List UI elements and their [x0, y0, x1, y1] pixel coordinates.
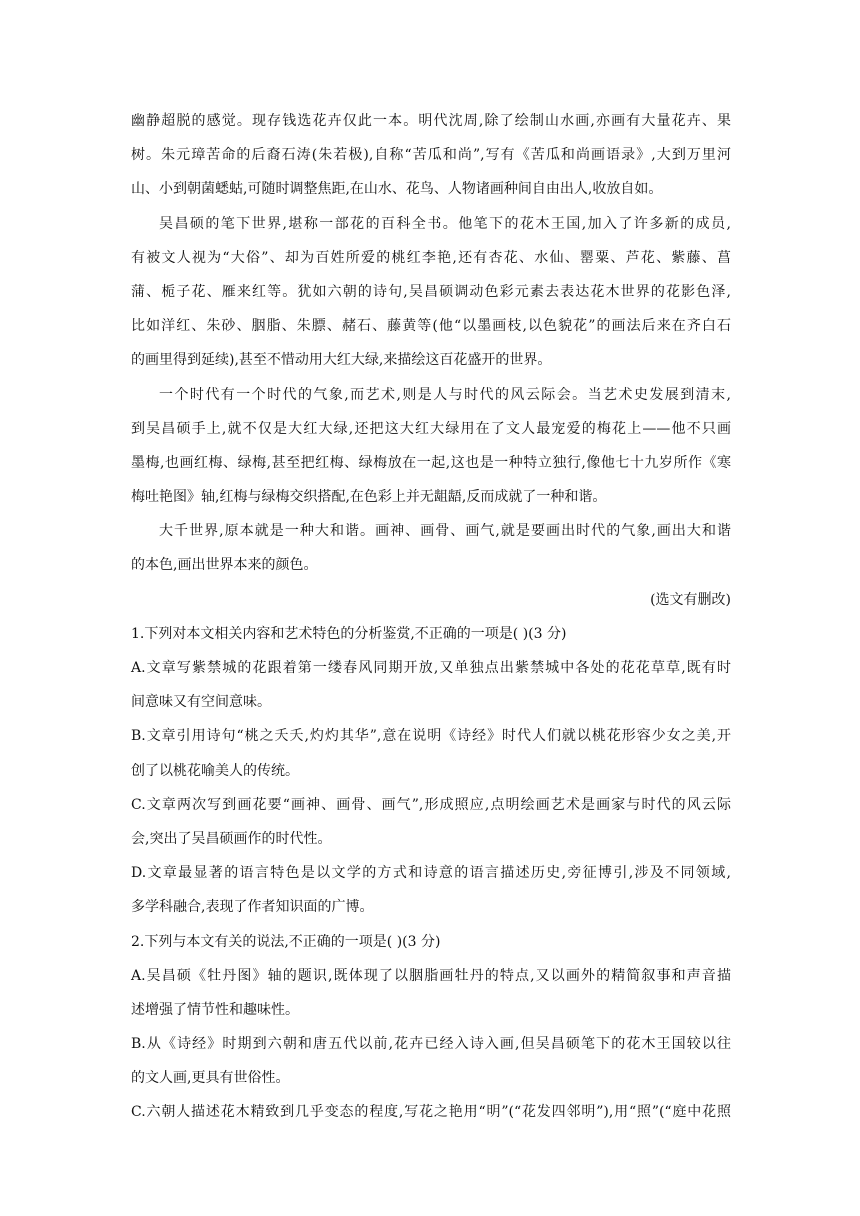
text-line: D.文章最显著的语言特色是以文学的方式和诗意的语言描述历史,旁征博引,涉及不同领域, — [131, 865, 731, 882]
text-line: C.六朝人描述花木精致到几乎变态的程度,写花之艳用“明”(“花发四邻明”),用“照”(“庭中花照 — [131, 1104, 731, 1121]
option-a — [131, 959, 731, 1027]
text-line: A.文章写紫禁城的花跟着第一缕春风同期开放,又单独点出紫禁城中各处的花花草草,既有时 — [131, 660, 731, 676]
option-b — [131, 719, 731, 787]
text-line: 树。朱元璋苦命的后裔石涛(朱若极),自称“苦瓜和尚”,写有《苦瓜和尚画语录》,大到万里河 — [131, 147, 731, 164]
option-b — [131, 1027, 731, 1095]
text-line: 梅吐艳图》轴,红梅与绿梅交织搭配,在色彩上并无龃龉,反而成就了一种和谐。 — [131, 489, 607, 506]
text-line: B.从《诗经》时期到六朝和唐五代以前,花卉已经入诗入画,但吴昌硕笔下的花木王国较以往 — [131, 1036, 731, 1053]
question-stem: 2.下列与本文有关的说法,不正确的一项是( )(3 分) — [131, 933, 441, 950]
text-line: 大千世界,原本就是一种大和谐。画神、画骨、画气,就是要画出时代的气象,画出大和谐 — [159, 523, 731, 540]
article-paragraph-4 — [131, 514, 731, 582]
text-line: 的文人画,更具有世俗性。 — [131, 1070, 290, 1087]
source-note: (选文有删改) — [650, 591, 731, 608]
text-line: 幽静超脱的感觉。现存钱选花卉仅此一本。明代沈周,除了绘制山水画,亦画有大量花卉、果 — [131, 113, 731, 129]
text-line: B.文章引用诗句“桃之夭夭,灼灼其华”,意在说明《诗经》时代人们就以桃花形容少女之美,开 — [131, 728, 731, 745]
text-line: 述增强了情节性和趣味性。 — [131, 1001, 299, 1018]
article-paragraph-3 — [131, 378, 731, 515]
text-line: 吴昌硕的笔下世界,堪称一部花的百科全书。他笔下的花木王国,加入了许多新的成员, — [159, 215, 731, 232]
text-line: 的本色,画出世界本来的颜色。 — [131, 557, 318, 574]
option-d — [131, 856, 731, 924]
text-line: 的画里得到延续),甚至不惜动用大红大绿,来描绘这百花盛开的世界。 — [131, 352, 552, 369]
text-line: 到吴昌硕手上,就不仅是大红大绿,还把这大红大绿用在了文人最宠爱的梅花上——他不只画 — [131, 420, 731, 437]
text-line: A.吴昌硕《牡丹图》轴的题识,既体现了以胭脂画牡丹的特点,又以画外的精简叙事和声音描 — [131, 967, 731, 984]
text-line: 一个时代有一个时代的气象,而艺术,则是人与时代的风云际会。当艺术史发展到清末, — [159, 386, 731, 403]
text-line: 间意味又有空间意味。 — [131, 694, 271, 711]
text-line: 比如洋红、朱砂、胭脂、朱膘、赭石、藤黄等(他“以墨画枝,以色貌花”的画法后来在齐白石 — [131, 318, 731, 335]
text-line: 多学科融合,表现了作者知识面的广博。 — [131, 899, 374, 916]
question-1 — [131, 617, 731, 925]
text-line: 墨梅,也画红梅、绿梅,甚至把红梅、绿梅放在一起,这也是一种特立独行,像他七十九岁所作《寒 — [131, 454, 731, 471]
text-line: 山、小到朝菌蟋蛄,可随时调整焦距,在山水、花鸟、人物诸画种间自由出人,收放自如。 — [131, 181, 663, 198]
option-a — [131, 651, 731, 719]
document-page — [131, 104, 731, 1130]
text-line: 会,突出了吴昌硕画作的时代性。 — [131, 830, 332, 847]
option-c — [131, 1095, 731, 1129]
text-line: 蒲、栀子花、雁来红等。犹如六朝的诗句,吴昌硕调动色彩元素去表达花木世界的花影色泽, — [131, 283, 731, 300]
text-line: C.文章两次写到画花要“画神、画骨、画气”,形成照应,点明绘画艺术是画家与时代的风云际 — [131, 796, 731, 813]
article-paragraph-2 — [131, 207, 731, 378]
question-2 — [131, 925, 731, 1130]
text-line: 有被文人视为“大俗”、却为百姓所爱的桃红李艳,还有杏花、水仙、罂粟、芦花、紫藤、菖 — [131, 249, 731, 266]
text-line: 创了以桃花喻美人的传统。 — [131, 762, 299, 779]
option-c — [131, 788, 731, 856]
article-paragraph-1 — [131, 104, 731, 207]
question-stem: 1.下列对本文相关内容和艺术特色的分析鉴赏,不正确的一项是( )(3 分) — [131, 625, 567, 642]
